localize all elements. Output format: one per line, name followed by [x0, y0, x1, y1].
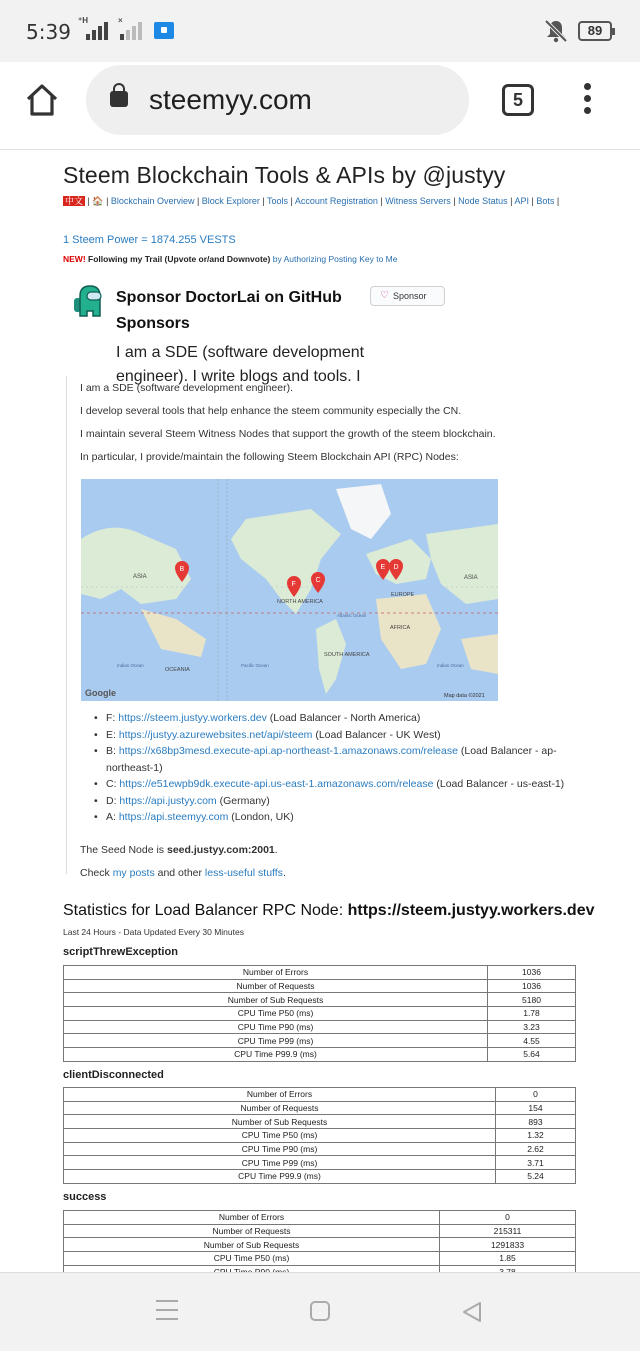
- metric-value-cell: 0: [440, 1211, 576, 1225]
- stats-table: [63, 1087, 576, 1184]
- nav-link[interactable]: Node Status: [458, 196, 508, 206]
- stats-table: [63, 965, 576, 1062]
- table-row: [64, 1238, 576, 1252]
- table-row: [64, 1142, 576, 1156]
- metric-name-cell: Number of Sub Requests: [64, 993, 488, 1007]
- marker-label: E: [380, 564, 386, 571]
- marker-label: D: [393, 564, 399, 571]
- table-row: [64, 1224, 576, 1238]
- table-row: [64, 1088, 576, 1102]
- check-line: Check my posts and other less-useful stuffs.: [80, 867, 286, 879]
- trail-notice: [63, 254, 397, 264]
- intro-line: In particular, I provide/maintain the following Steem Blockchain API (RPC) Nodes:: [80, 451, 459, 463]
- map-label: EUROPE: [391, 592, 415, 598]
- mute-icon: [543, 18, 569, 44]
- address-bar[interactable]: [86, 65, 469, 135]
- metric-value-cell: 1.85: [440, 1252, 576, 1266]
- marker-label: B: [179, 566, 185, 573]
- map-credit: Map data ©2021: [444, 693, 485, 699]
- node-link[interactable]: https://steem.justyy.workers.dev: [118, 712, 267, 724]
- back-icon[interactable]: [460, 1300, 484, 1324]
- list-item: • C: https://e51ewpb9dk.execute-api.us-east-1.amazonaws.com/release (Load Balancer - us-east-1): [91, 776, 566, 793]
- metric-value-cell: 1.32: [496, 1129, 576, 1143]
- map-label: AFRICA: [390, 625, 411, 631]
- metric-name-cell: CPU Time P90 (ms): [64, 1142, 496, 1156]
- heart-icon: ♡: [380, 290, 389, 301]
- metric-value-cell: 1036: [488, 979, 576, 993]
- metric-value-cell: 0: [496, 1088, 576, 1102]
- metric-value-cell: 5180: [488, 993, 576, 1007]
- sponsor-button-label: Sponsor: [393, 291, 427, 301]
- table-row: [64, 1115, 576, 1129]
- page-title: Steem Blockchain Tools & APIs by @justyy: [63, 162, 506, 188]
- marker-label: F: [291, 581, 296, 588]
- metric-name-cell: CPU Time P99.9 (ms): [64, 1048, 488, 1062]
- url-text[interactable]: steemyy.com: [149, 84, 312, 115]
- map-label: SOUTH AMERICA: [324, 652, 370, 658]
- metric-name-cell: CPU Time P99 (ms): [64, 1156, 496, 1170]
- steem-power-ratio: 1 Steem Power = 1874.255 VESTS: [63, 234, 236, 246]
- nav-link[interactable]: Blockchain Overview: [110, 196, 195, 206]
- metric-name-cell: Number of Requests: [64, 979, 488, 993]
- nav-link[interactable]: Tools: [267, 196, 289, 206]
- sponsor-button[interactable]: [370, 286, 445, 306]
- nodes-map[interactable]: [81, 479, 498, 701]
- battery-icon: 89: [578, 21, 612, 41]
- recents-icon[interactable]: [156, 1300, 178, 1322]
- nav-link[interactable]: Account Registration: [294, 196, 378, 206]
- map-label: ASIA: [464, 575, 478, 581]
- map-label: Indian Ocean: [437, 663, 464, 668]
- metric-value-cell: 4.55: [488, 1034, 576, 1048]
- new-badge: NEW!: [63, 254, 86, 264]
- metric-name-cell: Number of Errors: [64, 1088, 496, 1102]
- metric-value-cell: 2.62: [496, 1142, 576, 1156]
- seed-node-value: seed.justyy.com:2001: [166, 844, 275, 856]
- metric-value-cell: 5.24: [496, 1170, 576, 1184]
- stats-heading: Statistics for Load Balancer RPC Node: https://steem.justyy.workers.dev: [63, 902, 595, 919]
- sponsor-avatar-icon: [74, 284, 104, 320]
- metric-value-cell: 893: [496, 1115, 576, 1129]
- node-link[interactable]: https://api.justyy.com: [119, 794, 217, 807]
- map-label: Indian Ocean: [117, 663, 144, 668]
- google-logo: Google: [85, 688, 116, 698]
- node-link[interactable]: https://justyy.azurewebsites.net/api/steem: [118, 728, 313, 741]
- table-row: [64, 1156, 576, 1170]
- map-label: Pacific Ocean: [241, 663, 269, 668]
- table-row: [64, 1034, 576, 1048]
- system-nav-bar: [0, 1272, 640, 1351]
- nav-link[interactable]: API: [514, 196, 530, 206]
- list-item: • E: https://justyy.azurewebsites.net/api/steem (Load Balancer - UK West): [91, 727, 566, 744]
- lock-icon: [110, 91, 128, 107]
- metric-name-cell: Number of Requests: [64, 1101, 496, 1115]
- status-time: 5:39: [26, 20, 71, 44]
- metric-name-cell: CPU Time P50 (ms): [64, 1007, 488, 1021]
- trail-text: Following my Trail (Upvote or/and Downvote): [88, 254, 271, 264]
- metric-value-cell: 3.23: [488, 1020, 576, 1034]
- nav-chinese-link[interactable]: 中文: [65, 196, 84, 206]
- metric-value-cell: 1291833: [440, 1238, 576, 1252]
- metric-name-cell: Number of Errors: [64, 1211, 440, 1225]
- intro-block: [66, 376, 566, 879]
- table-row: [64, 979, 576, 993]
- nav-link[interactable]: Block Explorer: [201, 196, 260, 206]
- home-icon[interactable]: [24, 82, 60, 118]
- metric-value-cell: 5.64: [488, 1048, 576, 1062]
- map-label: NORTH AMERICA: [277, 599, 323, 605]
- web-page: [0, 150, 640, 1272]
- site-nav: 中文 | 🏠 | Blockchain Overview | Block Explorer | Tools | Account Registration | Witness Servers | Node Status | API | Bots |: [65, 196, 560, 206]
- table-row: [64, 993, 576, 1007]
- seed-node-line: The Seed Node is seed.justyy.com:2001.: [80, 844, 278, 856]
- nav-link[interactable]: Witness Servers: [385, 196, 451, 206]
- list-item: • F: https://steem.justyy.workers.dev (Load Balancer - North America): [91, 710, 566, 727]
- node-link[interactable]: https://x68bp3mesd.execute-api.ap-northeast-1.amazonaws.com/release: [118, 745, 458, 757]
- section-heading: success: [63, 1191, 107, 1203]
- intro-line: I maintain several Steem Witness Nodes that support the growth of the steem blockchain.: [80, 428, 496, 440]
- table-row: [64, 1048, 576, 1062]
- table-row: [64, 1020, 576, 1034]
- metric-value-cell: 1036: [488, 966, 576, 980]
- sponsor-description: I am a SDE (software development engineer). I write blogs and tools. I: [116, 344, 365, 385]
- tab-switcher-button[interactable]: 5: [502, 84, 534, 116]
- table-row: [64, 1252, 576, 1266]
- table-row: [64, 1007, 576, 1021]
- intro-line: I am a SDE (software development engineer).: [80, 382, 294, 394]
- authorize-link[interactable]: Authorizing Posting Key to Me: [283, 254, 398, 264]
- metric-value-cell: 1.78: [488, 1007, 576, 1021]
- overflow-menu-icon[interactable]: [584, 83, 594, 117]
- list-item: • A: https://api.steemyy.com (London, UK): [91, 809, 566, 826]
- node-link[interactable]: https://api.steemyy.com: [118, 811, 229, 823]
- nav-home-icon[interactable]: 🏠: [92, 196, 104, 206]
- nav-link[interactable]: Bots: [536, 196, 555, 206]
- table-row: [64, 1129, 576, 1143]
- stats-subtitle: Last 24 Hours - Data Updated Every 30 Minutes: [63, 927, 244, 937]
- file-manager-icon: [154, 22, 174, 39]
- metric-value-cell: 3.71: [496, 1156, 576, 1170]
- intro-line: I develop several tools that help enhance the steem community especially the CN.: [80, 405, 462, 417]
- metric-name-cell: CPU Time P90 (ms): [64, 1020, 488, 1034]
- metric-name-cell: CPU Time P50 (ms): [64, 1252, 440, 1266]
- home-nav-icon[interactable]: [310, 1301, 330, 1321]
- sponsor-card: [74, 278, 454, 385]
- nodes-list: [91, 710, 566, 826]
- metric-name-cell: CPU Time P99.9 (ms): [64, 1170, 496, 1184]
- metric-name-cell: CPU Time P99 (ms): [64, 1034, 488, 1048]
- metric-name-cell: CPU Time P50 (ms): [64, 1129, 496, 1143]
- metric-name-cell: Number of Errors: [64, 966, 488, 980]
- metric-value-cell: 154: [496, 1101, 576, 1115]
- section-heading: clientDisconnected: [63, 1069, 164, 1081]
- metric-name-cell: Number of Sub Requests: [64, 1115, 496, 1129]
- less-useful-link[interactable]: less-useful stuffs: [204, 867, 283, 879]
- map-label: ASIA: [133, 574, 147, 580]
- list-item: • D: https://api.justyy.com (Germany): [91, 793, 566, 810]
- section-heading: scriptThrewException: [63, 946, 178, 958]
- stats-table: [63, 1210, 576, 1279]
- marker-label: C: [315, 577, 321, 584]
- metric-value-cell: 215311: [440, 1224, 576, 1238]
- table-row: [64, 1211, 576, 1225]
- table-row: [64, 1170, 576, 1184]
- map-label: Atlantic Ocean: [337, 613, 367, 618]
- signal-icon: ⁺H: [78, 22, 112, 40]
- map-label: OCEANIA: [165, 667, 190, 673]
- metric-name-cell: Number of Sub Requests: [64, 1238, 440, 1252]
- trail-link-prefix[interactable]: by: [272, 254, 282, 264]
- my-posts-link[interactable]: my posts: [112, 867, 155, 879]
- table-row: [64, 966, 576, 980]
- metric-name-cell: Number of Requests: [64, 1224, 440, 1238]
- signal-2-icon: ×: [118, 22, 148, 40]
- table-row: [64, 1101, 576, 1115]
- status-bar: [0, 0, 640, 62]
- sponsor-title[interactable]: Sponsor DoctorLai on GitHub Sponsors: [116, 289, 342, 332]
- browser-toolbar: [0, 62, 640, 150]
- node-link[interactable]: https://e51ewpb9dk.execute-api.us-east-1.amazonaws.com/release: [119, 778, 434, 790]
- list-item: • B: https://x68bp3mesd.execute-api.ap-northeast-1.amazonaws.com/release (Load Balancer - ap-northeast-1): [91, 743, 566, 776]
